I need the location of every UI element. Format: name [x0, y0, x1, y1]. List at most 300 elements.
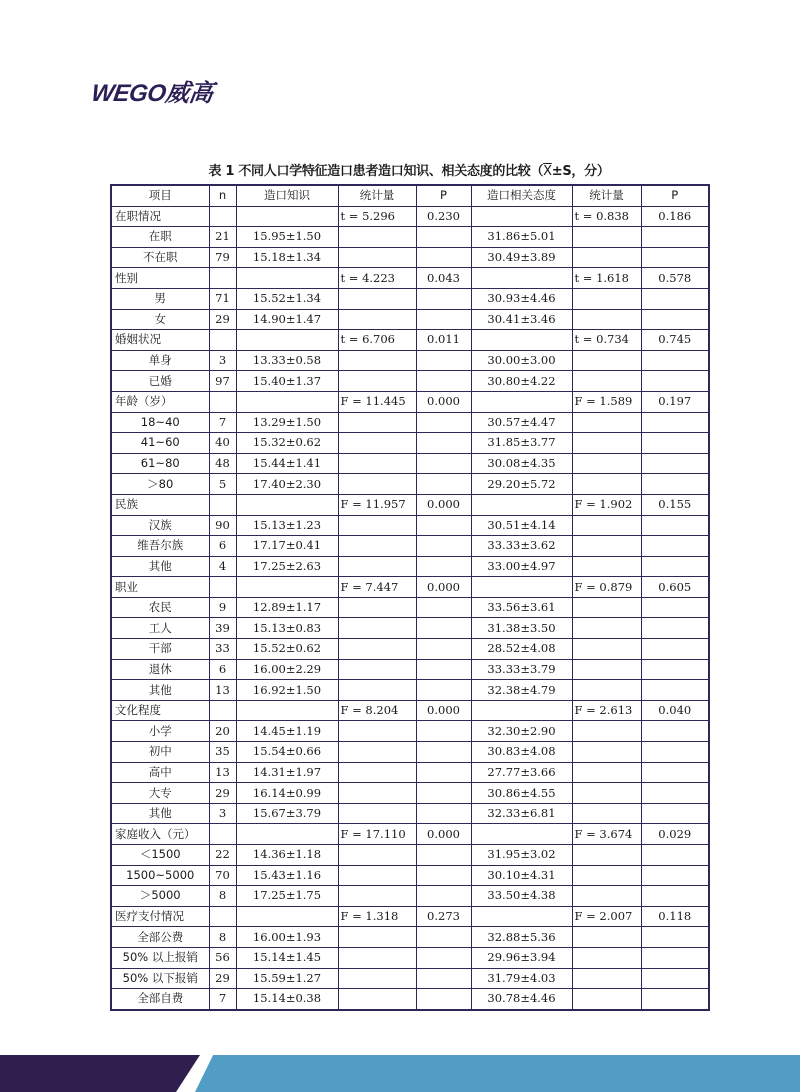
- cell-stat2: [572, 412, 641, 433]
- cell-knowledge: 15.54±0.66: [236, 742, 338, 763]
- cell-p1: [416, 227, 471, 248]
- cell-p1: [416, 412, 471, 433]
- cell-n: [209, 824, 236, 845]
- cell-n: 90: [209, 515, 236, 536]
- cell-p1: [416, 742, 471, 763]
- cell-item: 其他: [111, 803, 209, 824]
- cell-n: 7: [209, 412, 236, 433]
- header-row: [111, 185, 709, 206]
- cell-p2: [641, 433, 709, 454]
- cell-knowledge: 15.52±0.62: [236, 639, 338, 660]
- cell-stat2: [572, 309, 641, 330]
- cell-stat1: [338, 845, 416, 866]
- cell-item: 维吾尔族: [111, 536, 209, 557]
- cell-knowledge: [236, 391, 338, 412]
- table-row: [111, 659, 709, 680]
- cell-p2: 0.155: [641, 494, 709, 515]
- cell-item: ＞80: [111, 474, 209, 495]
- cell-p2: [641, 247, 709, 268]
- cell-p1: [416, 845, 471, 866]
- cell-stat2: F = 0.879: [572, 577, 641, 598]
- cell-attitude: [471, 268, 572, 289]
- cell-knowledge: 15.43±1.16: [236, 865, 338, 886]
- cell-attitude: 32.30±2.90: [471, 721, 572, 742]
- cell-knowledge: 15.13±0.83: [236, 618, 338, 639]
- cell-stat2: [572, 865, 641, 886]
- cell-p2: [641, 371, 709, 392]
- cell-attitude: 30.93±4.46: [471, 288, 572, 309]
- cell-stat2: t = 0.734: [572, 330, 641, 351]
- group-row: [111, 494, 709, 515]
- cell-p1: 0.273: [416, 906, 471, 927]
- cell-stat1: [338, 247, 416, 268]
- cell-item: 大专: [111, 783, 209, 804]
- cell-item: 年龄（岁）: [111, 391, 209, 412]
- cell-p1: [416, 659, 471, 680]
- cell-item: 工人: [111, 618, 209, 639]
- col-header-p2: P: [641, 185, 709, 206]
- cell-n: 8: [209, 927, 236, 948]
- cell-stat2: [572, 803, 641, 824]
- cell-stat1: F = 7.447: [338, 577, 416, 598]
- cell-p2: [641, 762, 709, 783]
- cell-n: 3: [209, 350, 236, 371]
- cell-knowledge: 15.95±1.50: [236, 227, 338, 248]
- cell-knowledge: 15.13±1.23: [236, 515, 338, 536]
- cell-attitude: 30.80±4.22: [471, 371, 572, 392]
- cell-n: 33: [209, 639, 236, 660]
- cell-p1: [416, 762, 471, 783]
- cell-p1: [416, 639, 471, 660]
- cell-item: 初中: [111, 742, 209, 763]
- cell-stat2: t = 0.838: [572, 206, 641, 227]
- cell-stat1: F = 1.318: [338, 906, 416, 927]
- cell-stat2: [572, 350, 641, 371]
- cell-stat1: F = 8.204: [338, 700, 416, 721]
- table-row: [111, 227, 709, 248]
- logo-text: WEGO威高: [89, 79, 215, 107]
- cell-n: 13: [209, 680, 236, 701]
- cell-stat2: [572, 247, 641, 268]
- cell-item: ＞5000: [111, 886, 209, 907]
- cell-p2: [641, 536, 709, 557]
- table-row: [111, 721, 709, 742]
- cell-n: 70: [209, 865, 236, 886]
- table-row: [111, 350, 709, 371]
- table-row: [111, 371, 709, 392]
- col-header-p1: P: [416, 185, 471, 206]
- cell-stat1: t = 6.706: [338, 330, 416, 351]
- cell-p1: 0.000: [416, 391, 471, 412]
- cell-knowledge: 15.32±0.62: [236, 433, 338, 454]
- cell-attitude: [471, 700, 572, 721]
- table-row: [111, 618, 709, 639]
- table-row: [111, 412, 709, 433]
- group-row: [111, 330, 709, 351]
- cell-stat2: [572, 227, 641, 248]
- cell-p2: [641, 927, 709, 948]
- cell-p2: [641, 515, 709, 536]
- cell-p2: [641, 803, 709, 824]
- cell-knowledge: 16.00±1.93: [236, 927, 338, 948]
- col-header-stat1: 统计量: [338, 185, 416, 206]
- cell-p2: 0.029: [641, 824, 709, 845]
- cell-p1: [416, 453, 471, 474]
- cell-n: [209, 206, 236, 227]
- cell-item: 高中: [111, 762, 209, 783]
- cell-item: 性别: [111, 268, 209, 289]
- cell-n: 7: [209, 989, 236, 1010]
- cell-p1: [416, 865, 471, 886]
- cell-n: 39: [209, 618, 236, 639]
- cell-stat2: [572, 989, 641, 1010]
- cell-knowledge: [236, 268, 338, 289]
- cell-stat1: [338, 309, 416, 330]
- cell-p1: 0.000: [416, 494, 471, 515]
- cell-attitude: 30.51±4.14: [471, 515, 572, 536]
- cell-attitude: 33.33±3.62: [471, 536, 572, 557]
- cell-p2: [641, 227, 709, 248]
- cell-stat2: [572, 947, 641, 968]
- cell-knowledge: 15.44±1.41: [236, 453, 338, 474]
- cell-n: [209, 906, 236, 927]
- table-row: [111, 453, 709, 474]
- cell-stat1: [338, 721, 416, 742]
- cell-attitude: [471, 391, 572, 412]
- cell-p1: [416, 783, 471, 804]
- cell-knowledge: [236, 906, 338, 927]
- cell-stat2: [572, 742, 641, 763]
- table-row: [111, 742, 709, 763]
- cell-stat1: [338, 762, 416, 783]
- cell-attitude: [471, 330, 572, 351]
- cell-p2: [641, 886, 709, 907]
- cell-p2: [641, 350, 709, 371]
- cell-n: 9: [209, 597, 236, 618]
- table-row: [111, 989, 709, 1010]
- cell-n: 40: [209, 433, 236, 454]
- cell-p1: [416, 515, 471, 536]
- cell-stat2: [572, 474, 641, 495]
- cell-stat1: [338, 783, 416, 804]
- cell-knowledge: 13.29±1.50: [236, 412, 338, 433]
- cell-knowledge: 16.14±0.99: [236, 783, 338, 804]
- cell-p2: [641, 947, 709, 968]
- cell-knowledge: 14.36±1.18: [236, 845, 338, 866]
- cell-attitude: [471, 494, 572, 515]
- cell-n: 97: [209, 371, 236, 392]
- footer-band-dark: [0, 1055, 200, 1092]
- cell-knowledge: 15.67±3.79: [236, 803, 338, 824]
- cell-p1: [416, 597, 471, 618]
- cell-knowledge: 17.17±0.41: [236, 536, 338, 557]
- cell-item: 小学: [111, 721, 209, 742]
- cell-p1: 0.000: [416, 824, 471, 845]
- cell-p2: [641, 474, 709, 495]
- footer-band-blue: [195, 1055, 800, 1092]
- cell-p2: [641, 680, 709, 701]
- cell-stat2: [572, 433, 641, 454]
- cell-item: 其他: [111, 556, 209, 577]
- cell-item: 50% 以下报销: [111, 968, 209, 989]
- cell-stat1: [338, 556, 416, 577]
- cell-stat2: [572, 639, 641, 660]
- cell-item: 干部: [111, 639, 209, 660]
- cell-p1: [416, 433, 471, 454]
- col-header-stat2: 统计量: [572, 185, 641, 206]
- cell-knowledge: 15.14±1.45: [236, 947, 338, 968]
- cell-p1: [416, 288, 471, 309]
- cell-stat2: [572, 371, 641, 392]
- cell-attitude: 30.08±4.35: [471, 453, 572, 474]
- title-xbar: $\overline{X}$: [543, 164, 552, 179]
- cell-stat1: [338, 350, 416, 371]
- cell-p1: [416, 721, 471, 742]
- cell-knowledge: 12.89±1.17: [236, 597, 338, 618]
- cell-p1: 0.011: [416, 330, 471, 351]
- cell-stat1: [338, 989, 416, 1010]
- cell-stat1: F = 17.110: [338, 824, 416, 845]
- cell-attitude: 31.38±3.50: [471, 618, 572, 639]
- col-header-knowledge: 造口知识: [236, 185, 338, 206]
- cell-stat1: [338, 639, 416, 660]
- cell-p2: 0.197: [641, 391, 709, 412]
- cell-stat2: F = 1.902: [572, 494, 641, 515]
- cell-attitude: 31.85±3.77: [471, 433, 572, 454]
- cell-stat1: F = 11.445: [338, 391, 416, 412]
- cell-attitude: 30.78±4.46: [471, 989, 572, 1010]
- cell-stat1: [338, 680, 416, 701]
- cell-n: 35: [209, 742, 236, 763]
- cell-p1: [416, 968, 471, 989]
- cell-item: 全部自费: [111, 989, 209, 1010]
- cell-n: 22: [209, 845, 236, 866]
- cell-n: 29: [209, 968, 236, 989]
- cell-p2: 0.186: [641, 206, 709, 227]
- col-header-item: 项目: [111, 185, 209, 206]
- cell-n: 21: [209, 227, 236, 248]
- cell-knowledge: 16.00±2.29: [236, 659, 338, 680]
- cell-p2: [641, 288, 709, 309]
- cell-p1: 0.000: [416, 700, 471, 721]
- cell-p1: 0.043: [416, 268, 471, 289]
- cell-knowledge: 14.90±1.47: [236, 309, 338, 330]
- cell-item: 职业: [111, 577, 209, 598]
- cell-stat1: [338, 865, 416, 886]
- cell-stat1: [338, 742, 416, 763]
- cell-p2: [641, 618, 709, 639]
- cell-n: 8: [209, 886, 236, 907]
- cell-item: 50% 以上报销: [111, 947, 209, 968]
- cell-n: [209, 268, 236, 289]
- cell-p2: 0.118: [641, 906, 709, 927]
- cell-attitude: [471, 906, 572, 927]
- cell-stat1: [338, 927, 416, 948]
- cell-stat2: [572, 597, 641, 618]
- group-row: [111, 824, 709, 845]
- cell-stat2: [572, 556, 641, 577]
- cell-item: 41~60: [111, 433, 209, 454]
- cell-stat2: [572, 680, 641, 701]
- cell-stat1: [338, 474, 416, 495]
- cell-n: 56: [209, 947, 236, 968]
- cell-attitude: 32.33±6.81: [471, 803, 572, 824]
- cell-item: 61~80: [111, 453, 209, 474]
- cell-attitude: 30.86±4.55: [471, 783, 572, 804]
- cell-knowledge: [236, 494, 338, 515]
- cell-stat2: [572, 515, 641, 536]
- cell-n: 6: [209, 659, 236, 680]
- cell-knowledge: 17.25±1.75: [236, 886, 338, 907]
- cell-item: 18~40: [111, 412, 209, 433]
- cell-attitude: 29.96±3.94: [471, 947, 572, 968]
- cell-item: 退休: [111, 659, 209, 680]
- table-row: [111, 597, 709, 618]
- cell-item: 汉族: [111, 515, 209, 536]
- cell-knowledge: 15.59±1.27: [236, 968, 338, 989]
- cell-p2: 0.040: [641, 700, 709, 721]
- cell-stat1: [338, 453, 416, 474]
- cell-n: 5: [209, 474, 236, 495]
- cell-p2: [641, 412, 709, 433]
- cell-stat2: [572, 618, 641, 639]
- group-row: [111, 700, 709, 721]
- cell-knowledge: 15.52±1.34: [236, 288, 338, 309]
- title-prefix: 表 1 不同人口学特征造口患者造口知识、相关态度的比较（: [208, 164, 544, 179]
- cell-n: [209, 700, 236, 721]
- cell-stat1: F = 11.957: [338, 494, 416, 515]
- cell-p2: [641, 989, 709, 1010]
- table-row: [111, 515, 709, 536]
- cell-n: 20: [209, 721, 236, 742]
- table-row: [111, 886, 709, 907]
- table-row: [111, 247, 709, 268]
- cell-stat1: t = 4.223: [338, 268, 416, 289]
- cell-knowledge: 14.45±1.19: [236, 721, 338, 742]
- cell-n: [209, 494, 236, 515]
- table-row: [111, 947, 709, 968]
- cell-p2: [641, 845, 709, 866]
- cell-attitude: 29.20±5.72: [471, 474, 572, 495]
- cell-attitude: 33.33±3.79: [471, 659, 572, 680]
- cell-stat1: [338, 659, 416, 680]
- cell-stat1: [338, 947, 416, 968]
- cell-p1: [416, 474, 471, 495]
- cell-n: [209, 330, 236, 351]
- cell-p1: [416, 536, 471, 557]
- cell-attitude: [471, 206, 572, 227]
- table-row: [111, 639, 709, 660]
- cell-attitude: 28.52±4.08: [471, 639, 572, 660]
- cell-item: 女: [111, 309, 209, 330]
- cell-knowledge: [236, 330, 338, 351]
- cell-item: 其他: [111, 680, 209, 701]
- table-row: [111, 309, 709, 330]
- table-row: [111, 803, 709, 824]
- group-row: [111, 268, 709, 289]
- cell-stat1: [338, 515, 416, 536]
- cell-stat2: [572, 288, 641, 309]
- cell-attitude: [471, 824, 572, 845]
- cell-n: 6: [209, 536, 236, 557]
- group-row: [111, 206, 709, 227]
- table-row: [111, 556, 709, 577]
- cell-p2: [641, 865, 709, 886]
- cell-p2: [641, 453, 709, 474]
- cell-stat1: [338, 227, 416, 248]
- cell-knowledge: 15.14±0.38: [236, 989, 338, 1010]
- table-row: [111, 680, 709, 701]
- cell-stat2: F = 1.589: [572, 391, 641, 412]
- cell-knowledge: [236, 206, 338, 227]
- cell-knowledge: 14.31±1.97: [236, 762, 338, 783]
- cell-attitude: 30.57±4.47: [471, 412, 572, 433]
- cell-attitude: 30.00±3.00: [471, 350, 572, 371]
- table-row: [111, 474, 709, 495]
- cell-stat1: [338, 597, 416, 618]
- cell-stat2: [572, 721, 641, 742]
- cell-attitude: 32.88±5.36: [471, 927, 572, 948]
- table-row: [111, 433, 709, 454]
- cell-knowledge: 17.40±2.30: [236, 474, 338, 495]
- cell-knowledge: 16.92±1.50: [236, 680, 338, 701]
- cell-stat2: [572, 968, 641, 989]
- cell-item: 全部公费: [111, 927, 209, 948]
- cell-attitude: 31.86±5.01: [471, 227, 572, 248]
- cell-n: 79: [209, 247, 236, 268]
- cell-attitude: 30.49±3.89: [471, 247, 572, 268]
- cell-item: 农民: [111, 597, 209, 618]
- cell-p2: [641, 742, 709, 763]
- cell-stat2: [572, 783, 641, 804]
- cell-p2: 0.745: [641, 330, 709, 351]
- table-row: [111, 927, 709, 948]
- demographics-table: [110, 184, 710, 1011]
- cell-p1: [416, 989, 471, 1010]
- cell-p1: [416, 886, 471, 907]
- group-row: [111, 906, 709, 927]
- cell-p1: [416, 371, 471, 392]
- cell-attitude: 31.95±3.02: [471, 845, 572, 866]
- col-header-attitude: 造口相关态度: [471, 185, 572, 206]
- table-row: [111, 288, 709, 309]
- cell-attitude: 33.50±4.38: [471, 886, 572, 907]
- cell-attitude: 30.41±3.46: [471, 309, 572, 330]
- cell-stat2: [572, 659, 641, 680]
- cell-item: 已婚: [111, 371, 209, 392]
- cell-p2: [641, 659, 709, 680]
- cell-stat1: t = 5.296: [338, 206, 416, 227]
- cell-stat1: [338, 618, 416, 639]
- cell-knowledge: [236, 577, 338, 598]
- cell-item: 在职情况: [111, 206, 209, 227]
- cell-p1: [416, 247, 471, 268]
- cell-stat2: [572, 845, 641, 866]
- cell-p1: [416, 803, 471, 824]
- cell-n: 29: [209, 309, 236, 330]
- cell-n: [209, 577, 236, 598]
- cell-p1: [416, 309, 471, 330]
- cell-n: 71: [209, 288, 236, 309]
- cell-stat2: [572, 453, 641, 474]
- cell-attitude: 33.00±4.97: [471, 556, 572, 577]
- cell-stat1: [338, 412, 416, 433]
- cell-n: 4: [209, 556, 236, 577]
- title-suffix: ±S，分）: [551, 164, 610, 179]
- cell-item: 文化程度: [111, 700, 209, 721]
- cell-n: [209, 391, 236, 412]
- wego-logo: [89, 76, 215, 107]
